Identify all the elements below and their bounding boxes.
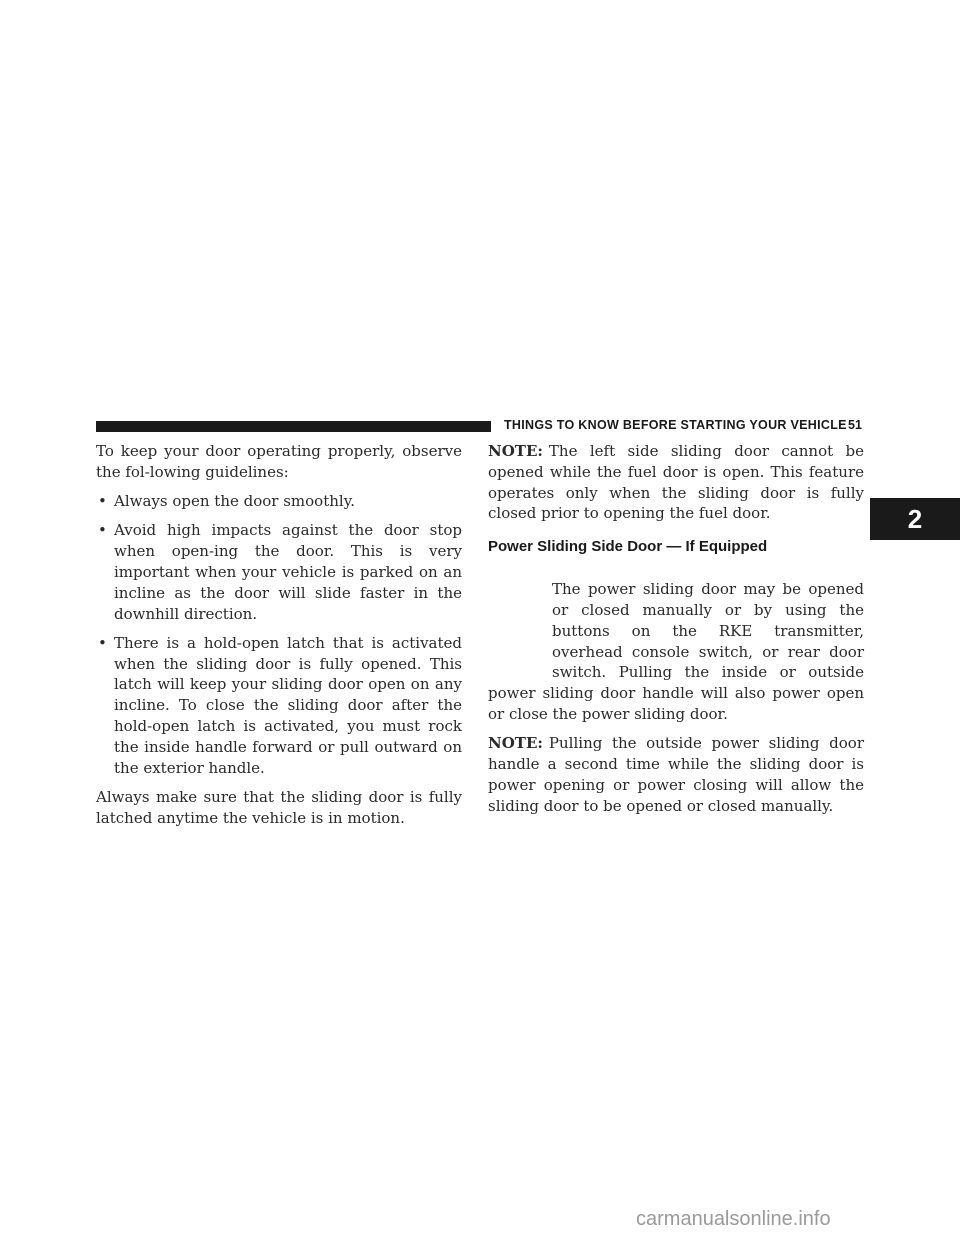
power-door-icon <box>488 581 552 663</box>
note-text: Pulling the outside power sliding door handle a second time while the sliding door is power opening or power closing will allow the sliding door to be opened or closed manually. <box>488 734 864 815</box>
page-number: 51 <box>848 418 862 432</box>
site-watermark: carmanualsonline.info <box>636 1208 831 1230</box>
header-rule <box>96 421 491 432</box>
chapter-tab: 2 <box>870 498 960 540</box>
note-text: The left side sliding door cannot be opened while the fuel door is open. This feature operates only when the sliding door is fully closed prior to opening the fuel door. <box>488 442 864 523</box>
note-label: NOTE: <box>488 442 543 460</box>
right-column <box>488 441 864 825</box>
list-item: • Avoid high impacts against the door stop when open-ing the door. This is very important when your vehicle is parked on an incline as the door will slide faster in the downhill direction. <box>96 520 462 624</box>
guideline-list <box>96 491 462 778</box>
left-column <box>96 441 462 837</box>
list-item: • Always open the door smoothly. <box>96 491 462 512</box>
power-door-paragraph <box>488 579 864 725</box>
list-item: • There is a hold-open latch that is activated when the sliding door is fully opened. This latch will keep your sliding door open on any incline. To close the sliding door after the hold-open latch is activated, you must rock the inside handle forward or pull outward on the exterior handle. <box>96 633 462 779</box>
section-heading: Power Sliding Side Door — If Equipped <box>488 538 768 556</box>
note-label: NOTE: <box>488 734 543 753</box>
running-header-title: THINGS TO KNOW BEFORE STARTING YOUR VEHICLE <box>504 418 847 432</box>
note-paragraph <box>488 733 864 816</box>
note-paragraph <box>488 441 864 524</box>
power-door-text: The power sliding door may be opened or closed manually or by using the buttons on the RKE transmitter, overhead console switch, or rear door switch. Pulling the inside or outside power sliding door handle will also power open or close the power sliding door. <box>488 580 864 723</box>
intro-paragraph: To keep your door operating properly, observe the fol-lowing guidelines: <box>96 442 462 481</box>
closing-paragraph: Always make sure that the sliding door is fully latched anytime the vehicle is in motion. <box>96 787 462 827</box>
